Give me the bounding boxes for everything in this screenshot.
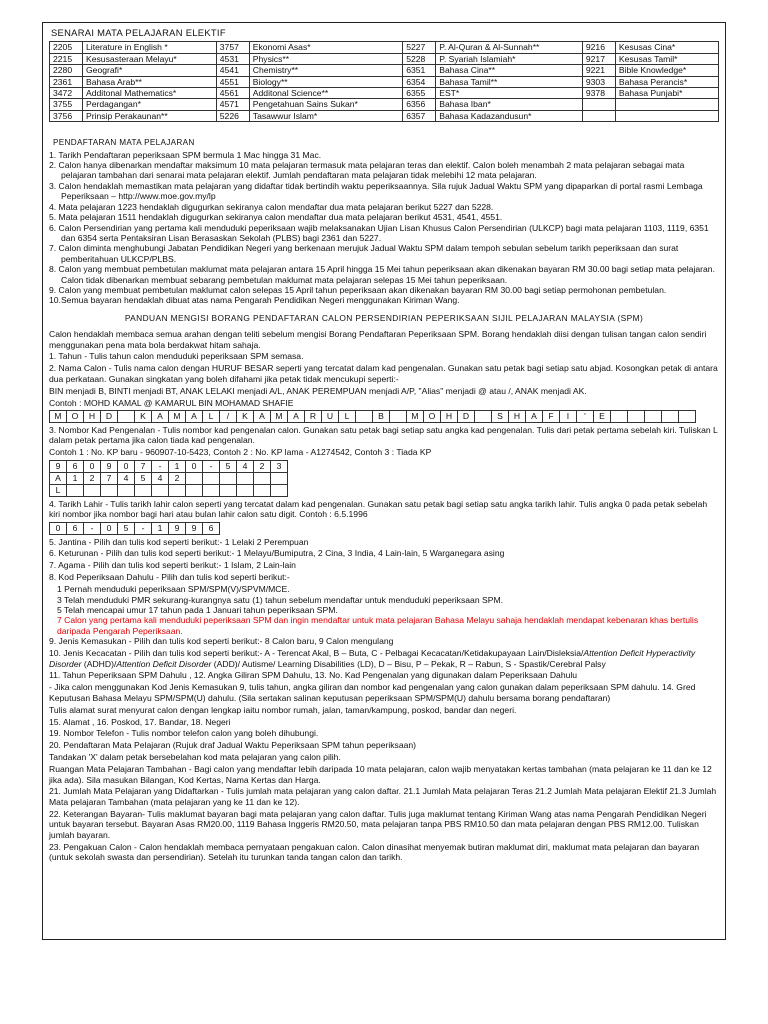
- address-note: Tulis alamat surat menyurat calon dengan lengkap iaitu nombor rumah, jalan, taman/kampung, poskod, bandar dan negeri.: [49, 704, 517, 715]
- guide-item-10: [49, 648, 719, 669]
- guide-item-8: 8. Kod Peperiksaan Dahulu - Pilih dan tulis kod seperti berikut:-: [49, 572, 290, 583]
- grid-cell: [152, 484, 169, 496]
- grid-cell: 1: [169, 460, 186, 472]
- grid-cell: [271, 472, 288, 484]
- grid-cell: A: [288, 411, 305, 423]
- subject-name: Kesusas Cina*: [615, 42, 718, 53]
- subject-row: [50, 65, 719, 76]
- subject-row: [50, 53, 719, 64]
- grid-cell: [220, 472, 237, 484]
- grid-cell: 0: [84, 460, 101, 472]
- registration-note: 7. Calon diminta menghubungi Jabatan Pendidikan Negeri yang berkenaan merujuk Jadual Waktu SPM dalam tempoh sebulan sebelum tarikh peperiksaan dan surat pemberitahuan ULKCP/PLBS.: [49, 243, 679, 264]
- grid-cell: 2: [84, 472, 101, 484]
- grid-cell: 0: [118, 460, 135, 472]
- subject-code: 3472: [50, 88, 83, 99]
- subject-code: 3755: [50, 99, 83, 110]
- grid-cell: 6: [67, 460, 84, 472]
- grid-cell: -: [203, 460, 220, 472]
- subject-code: 4571: [216, 99, 249, 110]
- grid-cell: [356, 411, 373, 423]
- grid-cell: E: [594, 411, 611, 423]
- exam-code-item: 1 Pernah menduduki peperiksaan SPM/SPM(V)/SPVM/MCE.: [57, 584, 290, 595]
- subject-name: Bahasa Punjabi*: [615, 88, 718, 99]
- grid-cell: [662, 411, 679, 423]
- registration-note: 6. Calon Persendirian yang pertama kali menduduki peperiksaan wajib melaksanakan Ujian Lisan Khusus Calon Persendirian (ULKCP) bagi mata pelajaran 1103, 1119, 6351 dan 6354 serta Pentaksiran Lisan Berasaskan Sekolah (PLBS) bagi 2361 dan 5227.: [49, 222, 709, 243]
- subject-name: P. Al-Quran & Al-Sunnah**: [436, 42, 583, 53]
- grid-cell: -: [135, 522, 152, 534]
- grid-cell: 1: [67, 472, 84, 484]
- grid-cell: [611, 411, 628, 423]
- item10-text-a: 10. Jenis Kecacatan - Pilih dan tulis kod seperti berikut:- A - Terencat Akal, B – Buta, C - Pelbagai Kecacatan/Ketidakupayaan Lain/Disleksia/: [49, 648, 584, 659]
- subject-code: 9303: [582, 76, 615, 87]
- guide-abbreviations: BIN menjadi B, BINTI menjadi BT, ANAK LELAKI menjadi A/L, ANAK PEREMPUAN menjadi A/P, "Alias" menjadi @ atau /, ANAK menjadi AK.: [49, 385, 587, 396]
- subject-name: Ekonomi Asas*: [249, 42, 402, 53]
- guide-item-11b: - Jika calon menggunakan Kod Jenis Kemasukan 9, tulis tahun, angka giliran dan nombor kad pengenalan yang calon gunakan dalam peperiksaan SPM dahulu. 14. Gred Keputusan Bahasa Melayu SPM/SPM(U) dahulu. (Sila sertakan salinan keputusan peperiksaan SPM/SPM(U) dahulu bersama borang pendaftaran): [49, 682, 696, 703]
- subject-code: 2205: [50, 42, 83, 53]
- grid-cell: 7: [135, 460, 152, 472]
- grid-cell: 0: [186, 460, 203, 472]
- exam-code-7-note: 7 Calon yang pertama kali menduduki peperiksaan SPM dan ingin mendaftar untuk mata pelajaran Bahasa Melayu sahaja hendaklah mendapat kebenaran khas bertulis daripada Pengarah Peperiksaan.: [57, 615, 699, 636]
- grid-cell: 9: [186, 522, 203, 534]
- subject-name: Pengetahuan Sains Sukan*: [249, 99, 402, 110]
- grid-cell: -: [152, 460, 169, 472]
- grid-cell: A: [50, 472, 67, 484]
- subject-code: 4531: [216, 53, 249, 64]
- subject-name: Additonal Science**: [249, 88, 402, 99]
- grid-cell: 0: [101, 522, 118, 534]
- subject-name: Bahasa Iban*: [436, 99, 583, 110]
- document-page: [42, 22, 726, 940]
- subject-code: 4561: [216, 88, 249, 99]
- grid-cell: 4: [118, 472, 135, 484]
- grid-cell: F: [543, 411, 560, 423]
- grid-cell: 6: [203, 522, 220, 534]
- elective-subjects-table: [49, 41, 719, 122]
- additional-subjects-note: Ruangan Mata Pelajaran Tambahan - Bagi calon yang mendaftar lebih daripada 10 mata pelajaran, calon wajib menyatakan kertas tambahan (mata pelajaran ke 11 dan ke 12 jika ada). Sila masukan Bilangan, Kod Kertas, Nama Kertas dan Harga.: [49, 764, 712, 785]
- subject-name: Bahasa Tamil**: [436, 76, 583, 87]
- grid-cell: 5: [220, 460, 237, 472]
- grid-cell: [84, 484, 101, 496]
- grid-cell: D: [458, 411, 475, 423]
- subject-name: Bahasa Perancis*: [615, 76, 718, 87]
- subject-code: [582, 99, 615, 110]
- grid-cell: D: [101, 411, 118, 423]
- subject-code: 6354: [403, 76, 436, 87]
- subject-code: 9217: [582, 53, 615, 64]
- registration-note: 9. Calon yang membuat pembetulan maklumat calon selepas 15 April tahun peperiksaan akan dikenakan bayaran RM 30.00 bagi setiap permohonan pembetulan.: [49, 284, 667, 295]
- exam-code-item: 5 Telah mencapai umur 17 tahun pada 1 Januari tahun peperiksaan SPM.: [57, 604, 338, 615]
- subject-code: 4541: [216, 65, 249, 76]
- grid-cell: I: [560, 411, 577, 423]
- guide-item-15: 15. Alamat , 16. Poskod, 17. Bandar, 18. Negeri: [49, 716, 231, 727]
- tandakan-note: Tandakan 'X' dalam petak bersebelahan kod mata pelajaran yang calon pilih.: [49, 752, 341, 763]
- grid-cell: [203, 472, 220, 484]
- subject-name: [615, 110, 718, 121]
- registration-note: 3. Calon hendaklah memastikan mata pelajaran yang didaftar tidak bertindih waktu peperiksaannya. Sila rujuk Jadual Waktu SPM yang dipaparkan di portal rasmi Lembaga Peperiksaan – http://www.moe.gov.my/lp: [49, 180, 703, 202]
- guide-item-21: 21. Jumlah Mata Pelajaran yang Didaftarkan - Tulis jumlah mata pelajaran yang calon daftar. 21.1 Jumlah Mata pelajaran Teras 21.2 Jumlah Mata pelajaran Elektif 21.3 Jumlah Mata pelajaran Tambahan (mata pelajaran yang ke 11 dan ke 12).: [49, 786, 717, 807]
- subject-code: 9378: [582, 88, 615, 99]
- subject-code: 6357: [403, 110, 436, 121]
- subject-row: [50, 88, 719, 99]
- grid-cell: 3: [271, 460, 288, 472]
- grid-cell: H: [509, 411, 526, 423]
- subject-row: [50, 76, 719, 87]
- grid-cell: [475, 411, 492, 423]
- grid-cell: [169, 484, 186, 496]
- ic-example-grid: [49, 460, 288, 497]
- guide-item-20: 20. Pendaftaran Mata Pelajaran (Rujuk draf Jadual Waktu Peperiksaan SPM tahun peperiksaan): [49, 740, 417, 751]
- subject-code: 2361: [50, 76, 83, 87]
- subject-code: 4551: [216, 76, 249, 87]
- grid-cell: A: [152, 411, 169, 423]
- dob-example-grid: [49, 522, 220, 535]
- grid-cell: 5: [135, 472, 152, 484]
- registration-note: 5. Mata pelajaran 1511 hendaklah digugurkan sekiranya calon mendaftar dua mata pelajaran berikut 4531, 4541, 4551.: [49, 212, 503, 223]
- exam-code-item: 3 Telah menduduki PMR sekurang-kurangnya satu (1) tahun sebelum mendaftar untuk menduduki peperiksaan SPM.: [57, 594, 504, 605]
- subject-code: 2215: [50, 53, 83, 64]
- subject-name: EST*: [436, 88, 583, 99]
- grid-cell: H: [441, 411, 458, 423]
- grid-cell: R: [305, 411, 322, 423]
- subject-code: [582, 110, 615, 121]
- subject-name: Tasawwur Islam*: [249, 110, 402, 121]
- subject-name: P. Syariah Islamiah*: [436, 53, 583, 64]
- subject-name: Bahasa Arab**: [83, 76, 217, 87]
- subject-name: Additonal Mathematics*: [83, 88, 217, 99]
- grid-cell: 2: [169, 472, 186, 484]
- subject-name: Bahasa Cina**: [436, 65, 583, 76]
- grid-cell: M: [407, 411, 424, 423]
- grid-cell: -: [84, 522, 101, 534]
- grid-cell: 4: [152, 472, 169, 484]
- guide-item-22: 22. Keterangan Bayaran- Tulis maklumat bayaran bagi mata pelajaran yang calon daftar. Tulis juga maklumat tentang Kiriman Wang atas nama Pengarah Pendidikan Negeri untuk bayaran tersebut. Bayaran Asas RM20.00, 1119 Bahasa Inggeris RM20.50, mata pelajaran tanpa PBS RM10.50 dan mata pelajaran dengan PBS RM12.00. Tuliskan jumlah bayaran.: [49, 808, 707, 840]
- item10-adhd: Attention Deficit Hyperactivity Disorder: [49, 648, 696, 669]
- grid-cell: [237, 472, 254, 484]
- grid-cell: U: [322, 411, 339, 423]
- grid-cell: [101, 484, 118, 496]
- grid-cell: [135, 484, 152, 496]
- name-example-grid: [49, 410, 696, 423]
- subject-name: Biology**: [249, 76, 402, 87]
- subject-name: Kesusas Tamil*: [615, 53, 718, 64]
- grid-cell: B: [373, 411, 390, 423]
- guide-heading: PANDUAN MENGISI BORANG PENDAFTARAN CALON PERSENDIRIAN PEPERIKSAAN SIJIL PELAJARAN MALAYSIA (SPM): [124, 312, 644, 323]
- registration-note: 1. Tarikh Pendaftaran peperiksaan SPM bermula 1 Mac hingga 31 Mac.: [49, 149, 322, 160]
- guide-item-4: 4. Tarikh Lahir - Tulis tarikh lahir calon seperti yang tercatat dalam kad pengenalan. Gunakan satu petak bagi setiap satu angka tarikh lahir. Tulis angka 0 pada petak sebelah kiri nombor jika nombor bagi hari atau bulan lahir calon satu digit. Contoh : 6.5.1996: [49, 498, 708, 520]
- subject-code: 9216: [582, 42, 615, 53]
- guide-item-3: 3. Nombor Kad Pengenalan - Tulis nombor kad pengenalan calon. Gunakan satu petak bagi setiap satu angka kad pengenalan. Tulis dari petak pertama sebelah kiri. Tuliskan L dalam petak pertama jika calon tiada kad pengenalan.: [49, 425, 718, 446]
- grid-cell: ': [577, 411, 594, 423]
- subject-name: Kesusasteraan Melayu*: [83, 53, 217, 64]
- subject-name: [615, 99, 718, 110]
- guide-item-2: 2. Nama Calon - Tulis nama calon dengan HURUF BESAR seperti yang tercatat dalam kad pengenalan. Gunakan satu petak bagi setiap satu abjad. Kosongkan petak di antara dua perkataan. Gunakan singkatan yang boleh difahami jika petak tidak mencukupi seperti:-: [49, 363, 718, 384]
- subject-code: 2280: [50, 65, 83, 76]
- subject-code: 3756: [50, 110, 83, 121]
- grid-cell: O: [424, 411, 441, 423]
- grid-cell: A: [526, 411, 543, 423]
- subject-code: 5227: [403, 42, 436, 53]
- subject-row: [50, 42, 719, 53]
- grid-cell: [390, 411, 407, 423]
- subject-code: 6351: [403, 65, 436, 76]
- subject-name: Prinsip Perakaunan**: [83, 110, 217, 121]
- guide-item-23: 23. Pengakuan Calon - Calon hendaklah membaca pernyataan pengakuan calon. Calon dinasihat menyemak butiran maklumat diri, maklumat mata pelajaran dan bayaran (untuk sekolah swasta dan persendirian). Setelah itu turunkan tanda tangan calon dan tarikh.: [49, 841, 700, 862]
- exam-code-list: [49, 584, 719, 615]
- subject-row: [50, 99, 719, 110]
- grid-cell: 9: [50, 460, 67, 472]
- grid-cell: [203, 484, 220, 496]
- grid-cell: A: [186, 411, 203, 423]
- example-name: Contoh : MOHD KAMAL @ KAMARUL BIN MOHAMAD SHAFIE: [49, 397, 294, 408]
- guide-item-1: 1. Tahun - Tulis tahun calon menduduki peperiksaan SPM semasa.: [49, 351, 304, 362]
- grid-cell: K: [135, 411, 152, 423]
- subject-code: 9221: [582, 65, 615, 76]
- grid-cell: [67, 484, 84, 496]
- grid-cell: [254, 472, 271, 484]
- grid-cell: S: [492, 411, 509, 423]
- registration-heading: PENDAFTARAN MATA PELAJARAN: [53, 138, 195, 148]
- ic-examples: Contoh 1 : No. KP baru - 960907-10-5423, Contoh 2 : No. KP lama - A1274542, Contoh 3 : Tiada KP: [49, 447, 432, 458]
- grid-cell: [186, 472, 203, 484]
- grid-cell: 9: [169, 522, 186, 534]
- grid-cell: 5: [118, 522, 135, 534]
- subject-row: [50, 110, 719, 121]
- grid-cell: [118, 411, 135, 423]
- grid-cell: O: [67, 411, 84, 423]
- subject-name: Chemistry**: [249, 65, 402, 76]
- subject-name: Bahasa Kadazandusun*: [436, 110, 583, 121]
- grid-cell: H: [84, 411, 101, 423]
- subject-code: 6355: [403, 88, 436, 99]
- ic-grid-row: [50, 460, 288, 472]
- registration-note: 10.Semua bayaran hendaklah dibuat atas nama Pengarah Pendidikan Negeri menggunakan Kiriman Wang.: [49, 295, 460, 306]
- grid-cell: /: [220, 411, 237, 423]
- ic-grid-row: [50, 484, 288, 496]
- subject-name: Literature in English *: [83, 42, 217, 53]
- guide-intro: Calon hendaklah membaca semua arahan dengan teliti sebelum mengisi Borang Pendaftaran Peperiksaan SPM. Borang hendaklah diisi dengan tulisan tangan calon sendiri menggunakan pena mata bola berdakwat hitam sahaja.: [49, 329, 707, 350]
- grid-cell: [679, 411, 696, 423]
- elective-list-title: SENARAI MATA PELAJARAN ELEKTIF: [51, 27, 226, 38]
- guide-item-11: 11. Tahun Peperiksaan SPM Dahulu , 12. Angka Giliran SPM Dahulu, 13. No. Kad Pengenalan yang digunakan dalam Peperiksaan Dahulu: [49, 670, 578, 681]
- subject-name: Bible Knowledge*: [615, 65, 718, 76]
- grid-cell: M: [50, 411, 67, 423]
- guide-item-5: 5. Jantina - Pilih dan tulis kod seperti berikut:- 1 Lelaki 2 Perempuan: [49, 536, 309, 547]
- grid-cell: M: [169, 411, 186, 423]
- grid-cell: [237, 484, 254, 496]
- subject-name: Geografi*: [83, 65, 217, 76]
- subject-code: 6356: [403, 99, 436, 110]
- grid-cell: 1: [152, 522, 169, 534]
- grid-cell: 2: [254, 460, 271, 472]
- item10-text-b: (ADHD)/: [81, 658, 117, 669]
- grid-cell: K: [237, 411, 254, 423]
- guide-item-19: 19. Nombor Telefon - Tulis nombor telefon calon yang boleh dihubungi.: [49, 728, 319, 739]
- grid-cell: 0: [50, 522, 67, 534]
- guide-item-7: 7. Agama - Pilih dan tulis kod seperti berikut:- 1 Islam, 2 Lain-lain: [49, 560, 296, 571]
- grid-cell: [628, 411, 645, 423]
- grid-cell: 4: [237, 460, 254, 472]
- subject-name: Perdagangan*: [83, 99, 217, 110]
- grid-cell: 7: [101, 472, 118, 484]
- subject-code: 3757: [216, 42, 249, 53]
- subject-code: 5228: [403, 53, 436, 64]
- grid-cell: M: [271, 411, 288, 423]
- registration-note: 8. Calon yang membuat pembetulan maklumat mata pelajaran antara 15 April hingga 15 Mei tahun peperiksaan akan dikenakan bayaran RM 30.00 bagi setiap mata pelajaran. Calon tidak dibenarkan membuat sebarang pembetulan maklumat mata pelajaran selepas 15 Mei tahun peperiksaan.: [49, 264, 715, 285]
- ic-grid-row: [50, 472, 288, 484]
- subject-code: 5226: [216, 110, 249, 121]
- guide-item-9: 9. Jenis Kemasukan - Pilih dan tulis kod seperti berikut:- 8 Calon baru, 9 Calon mengulang: [49, 636, 394, 647]
- registration-note: 2. Calon hanya dibenarkan mendaftar maksimum 10 mata pelajaran termasuk mata pelajaran teras dan elektif. Calon boleh menambah 2 mata pelajaran sebagai mata pelajaran tambahan dari senarai mata pelajaran elektif. Jumlah pendaftaran mata pelajaran tidak melebihi 12 mata pelajaran.: [49, 160, 685, 181]
- grid-cell: 9: [101, 460, 118, 472]
- grid-cell: L: [203, 411, 220, 423]
- grid-cell: [220, 484, 237, 496]
- grid-cell: [186, 484, 203, 496]
- item10-add: Attention Deficit Disorder: [116, 658, 212, 669]
- grid-cell: A: [254, 411, 271, 423]
- registration-note: 4. Mata pelajaran 1223 hendaklah digugurkan sekiranya calon mendaftar dua mata pelajaran berikut 5227 dan 5228.: [49, 201, 494, 212]
- grid-cell: L: [50, 484, 67, 496]
- grid-cell: L: [339, 411, 356, 423]
- item10-text-c: (ADD)/ Autisme/ Learning Disabilities (LD), D – Bisu, P – Pekak, R – Rabun, S - Spastik/Cerebral Palsy: [211, 658, 606, 669]
- grid-cell: [271, 484, 288, 496]
- grid-cell: [118, 484, 135, 496]
- grid-cell: [254, 484, 271, 496]
- registration-notes: [49, 150, 719, 306]
- subject-name: Physics**: [249, 53, 402, 64]
- guide-item-6: 6. Keturunan - Pilih dan tulis kod seperti berikut:- 1 Melayu/Bumiputra, 2 Cina, 3 India, 4 Lain-lain, 5 Warganegara asing: [49, 548, 505, 559]
- grid-cell: 6: [67, 522, 84, 534]
- grid-cell: [645, 411, 662, 423]
